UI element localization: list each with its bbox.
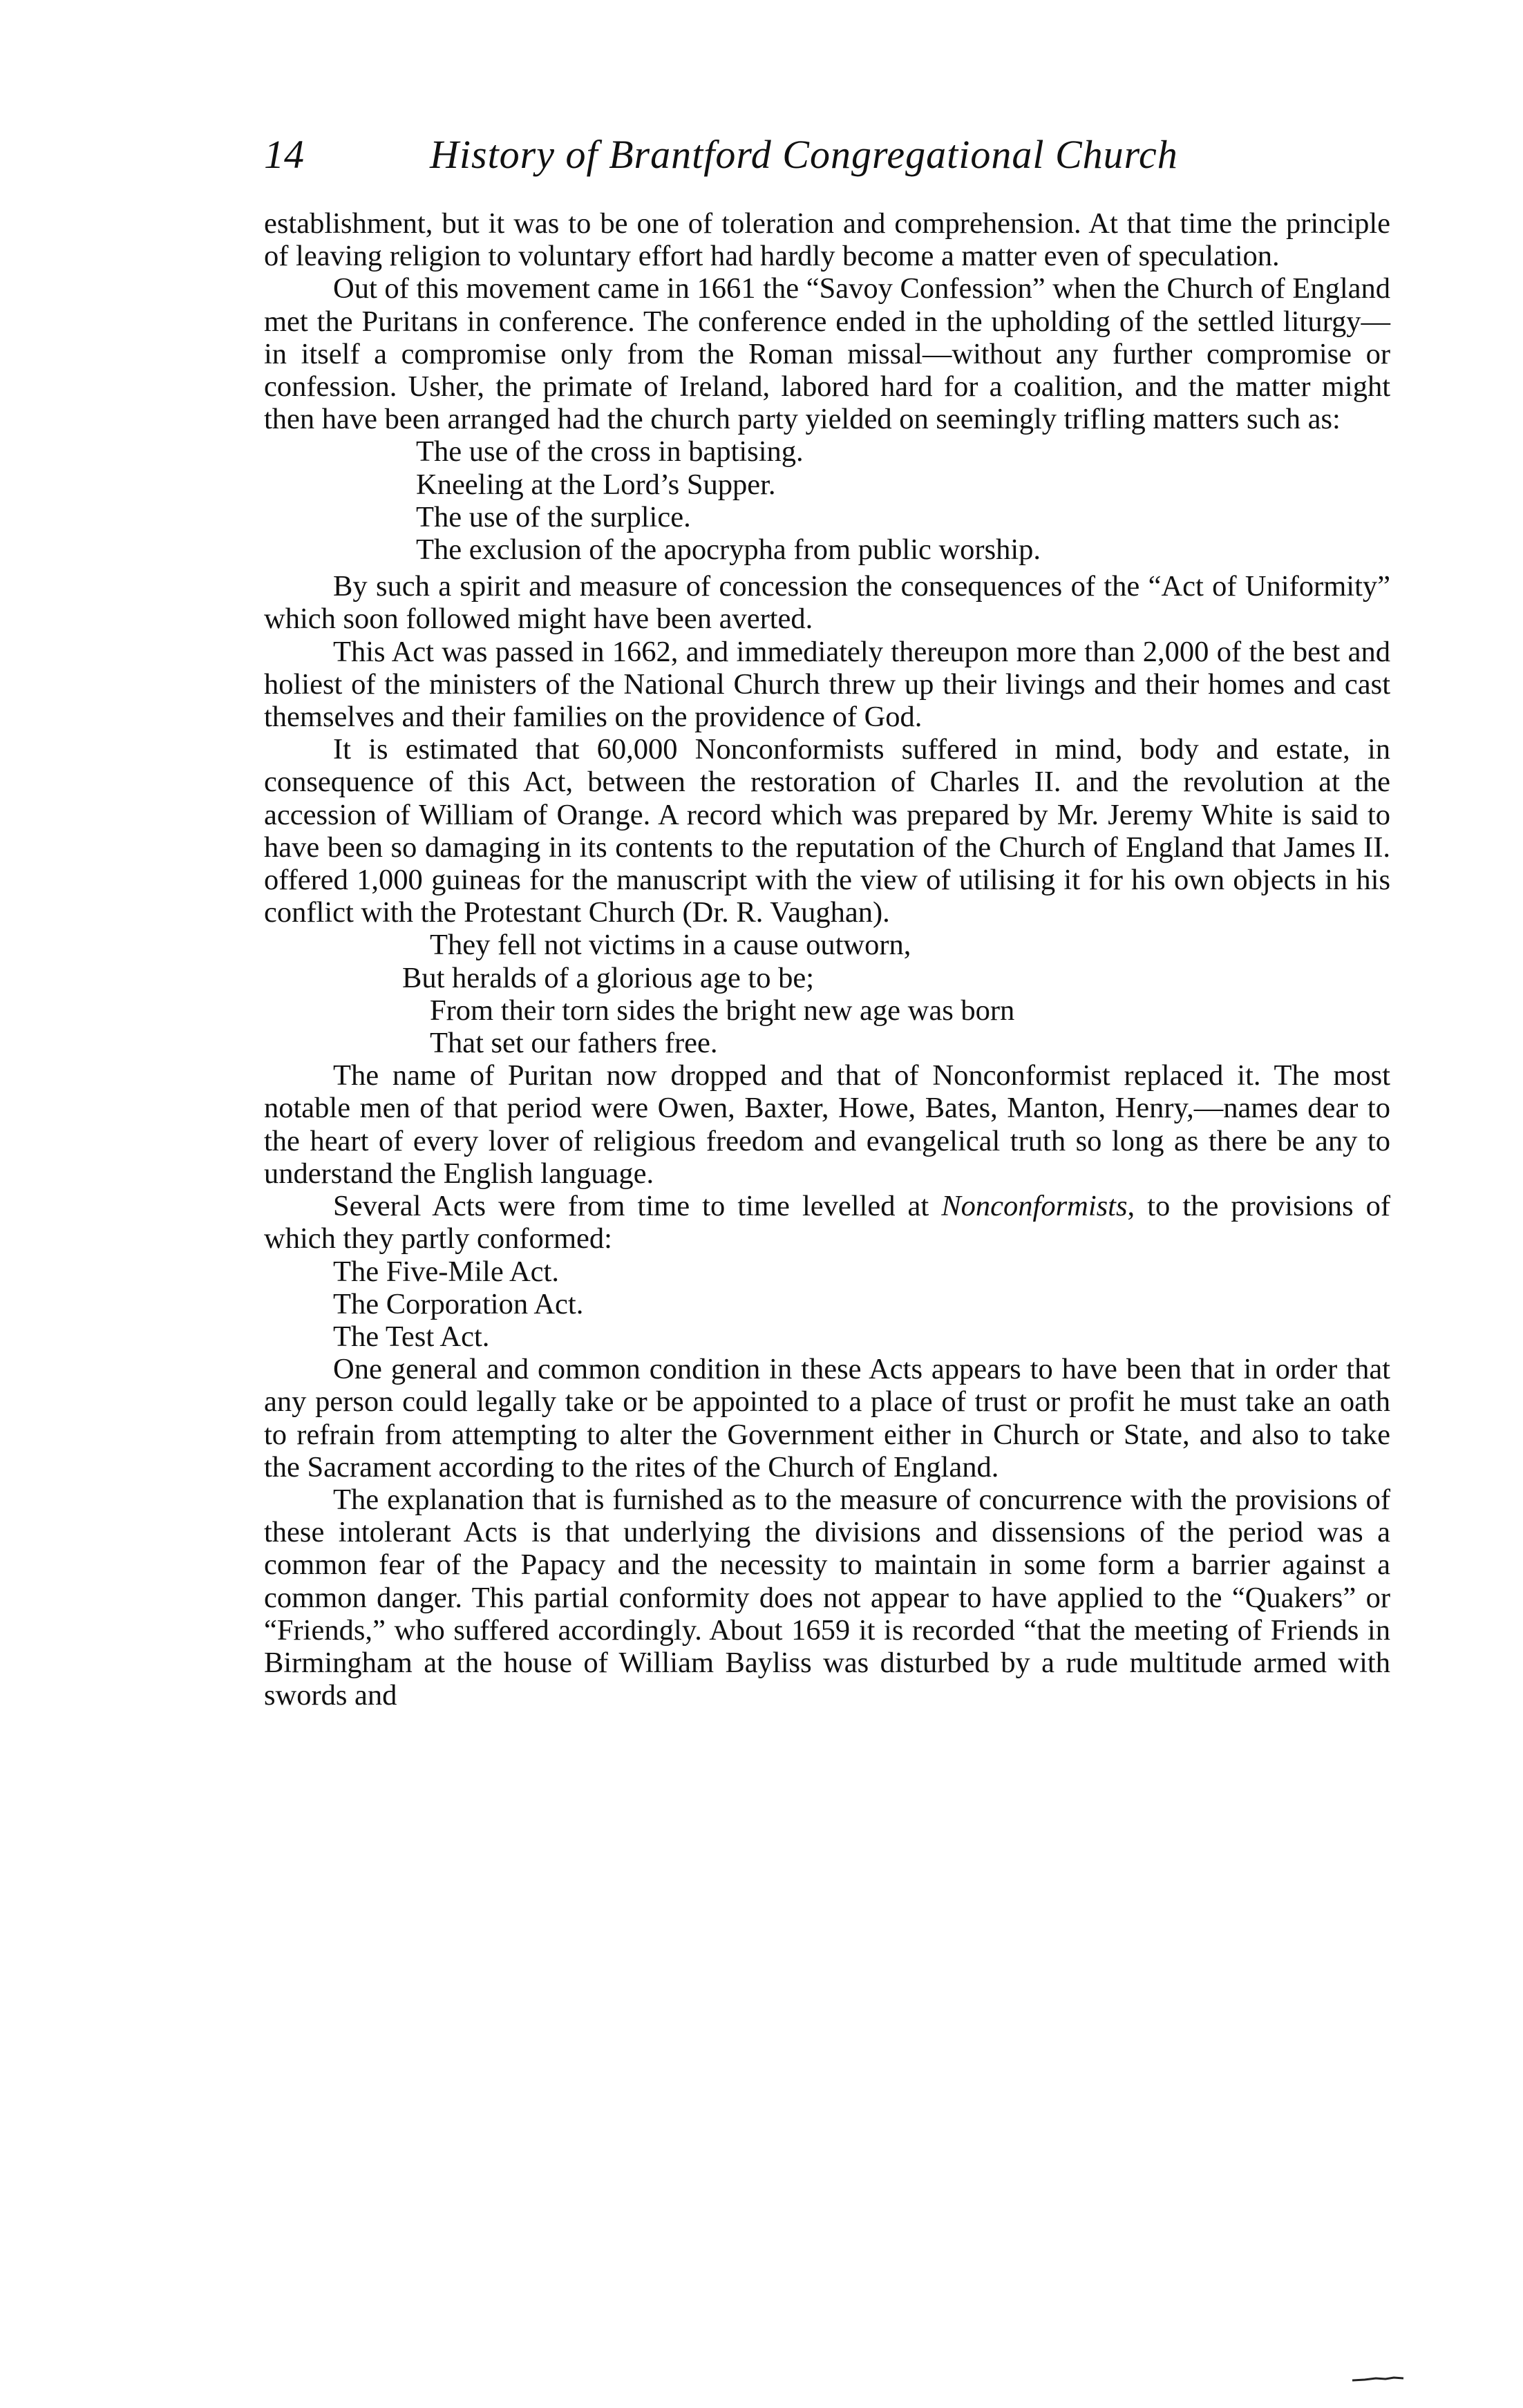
paragraph-9: The explanation that is furnished as to the measure of concurrence with the provisions of these intolerant Acts is that underlying the divisions and dissensions of the period was a common fear of the Papacy and the necessity to maintain in some form a barrier against a common danger. This partial conformity does not appear to have applied to the “Quakers” or “Friends,” who suffered accordingly. About 1659 it is recorded “that the meeting of Friends in Birmingham at the house of William Bayliss was disturbed by a rude multitude armed with swords and	[264, 1483, 1390, 1712]
book-page	[264, 131, 1390, 1712]
body-text	[264, 207, 1390, 1712]
list-item: The exclusion of the apocrypha from public worship.	[416, 533, 1041, 567]
paragraph-7	[264, 1190, 1390, 1255]
paragraph-7-start: Several Acts were from time to time levelled at	[333, 1190, 942, 1223]
verse-line: From their torn sides the bright new age was born	[430, 994, 1015, 1027]
paragraph-5: It is estimated that 60,000 Nonconformists suffered in mind, body and estate, in consequence of this Act, between the restoration of Charles II. and the revolution at the accession of William of Orange. A record which was prepared by Mr. Jeremy White is said to have been so damaging in its contents to the reputation of the Church of England that James II. offered 1,000 guineas for the manuscript with the view of utilising it for his own objects in his conflict with the Protestant Church (Dr. R. Vaughan).	[264, 733, 1390, 929]
list-item: The use of the cross in baptising.	[416, 435, 804, 468]
list-item: The Test Act.	[333, 1320, 490, 1353]
running-title: History of Brantford Congregational Church	[430, 132, 1178, 177]
paragraph-7-emphasis: Nonconformists	[941, 1190, 1128, 1223]
paragraph-6: The name of Puritan now dropped and that of Nonconformist replaced it. The most notable men of that period were Owen, Baxter, Howe, Bates, Manton, Henry,—names dear to the heart of every lover of religious freedom and evangelical truth so long as there be any to understand the English language.	[264, 1059, 1390, 1190]
page-number: 14	[264, 132, 304, 177]
paragraph-2: Out of this movement came in 1661 the “Savoy Confession” when the Church of England met the Puritans in conference. The conference ended in the upholding of the settled liturgy—in itself a compromise only from the Roman missal—without any further compromise or confession. Usher, the primate of Ireland, labored hard for a coalition, and the matter might then have been arranged had the church party yielded on seemingly trifling matters such as:	[264, 272, 1390, 436]
page-header	[264, 131, 1390, 207]
verse-line: They fell not victims in a cause outworn,	[430, 929, 911, 962]
paragraph-7-end: , to the provisions of which they partly conformed:	[264, 1190, 1391, 1255]
paragraph-8: One general and common condition in these Acts appears to have been that in order that any person could legally take or be appointed to a place of trust or profit he must take an oath to refrain from attempting to alter the Government either in Church or State, and also to take the Sacrament according to the rites of the Church of England.	[264, 1353, 1390, 1483]
scan-artifact	[1351, 2376, 1405, 2382]
acts-list	[264, 1255, 1390, 1354]
list-item: The use of the surplice.	[416, 500, 691, 533]
verse-line: That set our fathers free.	[430, 1027, 718, 1060]
list-item: Kneeling at the Lord’s Supper.	[416, 468, 776, 501]
paragraph-3: By such a spirit and measure of concession the consequences of the “Act of Uniformity” which soon followed might have been averted.	[264, 570, 1390, 636]
paragraph-4: This Act was passed in 1662, and immediately thereupon more than 2,000 of the best and holiest of the ministers of the National Church threw up their livings and their homes and cast themselves and their families on the providence of God.	[264, 635, 1390, 734]
verse-quote	[264, 929, 1390, 1059]
list-item: The Five-Mile Act.	[333, 1255, 559, 1288]
verse-line: But heralds of a glorious age to be;	[402, 961, 815, 994]
list-item: The Corporation Act.	[333, 1287, 584, 1320]
paragraph-1: establishment, but it was to be one of toleration and comprehension. At that time the principle of leaving religion to voluntary effort had hardly become a matter even of speculation.	[264, 207, 1390, 273]
trifling-matters-list	[264, 435, 1390, 566]
